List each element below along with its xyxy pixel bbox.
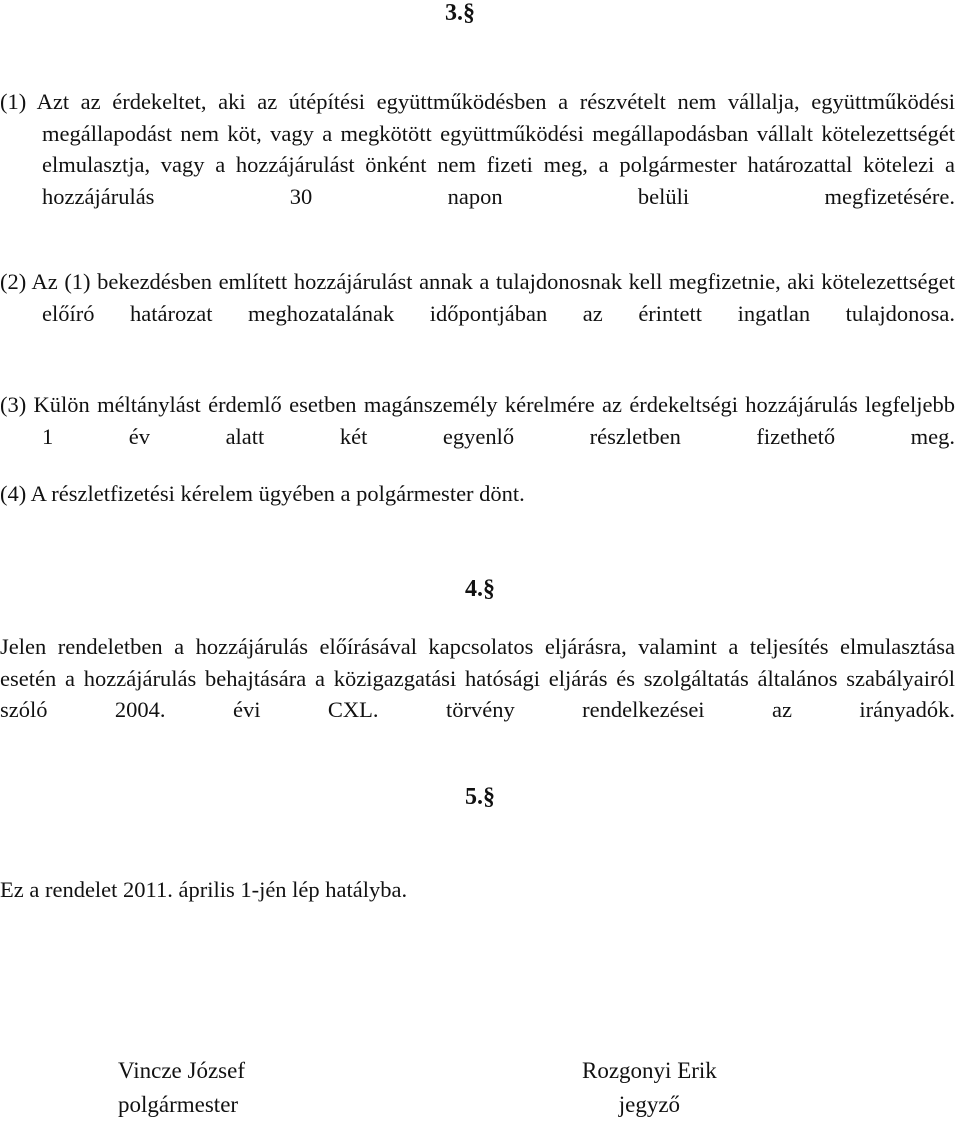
- section-3-heading: 3.§: [445, 0, 475, 26]
- section-4-heading: 4.§: [465, 576, 495, 602]
- signature-name: Rozgonyi Erik: [582, 1058, 717, 1083]
- signature-title: polgármester: [118, 1092, 239, 1117]
- signature-name: Vincze József: [118, 1058, 245, 1083]
- signature-block-mayor: [118, 1054, 245, 1122]
- section-3-paragraph-1: (1) Azt az érdekeltet, aki az útépítési együttműködésben a részvételt nem vállalja, együttműködési megállapodást nem köt, vagy a megkötött együttműködési megállapodásban vállalt kötelezettségét elmulasztja, vagy a hozzájárulást önként nem fizeti meg, a polgármester határozattal kötelezi a hozzájárulás 30 napon belüli megfizetésére.: [0, 89, 955, 209]
- signature-block-notary: [582, 1054, 717, 1122]
- section-5-heading: 5.§: [465, 784, 495, 810]
- section-4-paragraph: Jelen rendeletben a hozzájárulás előírásával kapcsolatos eljárásra, valamint a teljesítés elmulasztása esetén a hozzájárulás behajtására a közigazgatási hatósági eljárás és szolgáltatás általános szabályairól szóló 2004. évi CXL. törvény rendelkezései az irányadók.: [0, 634, 955, 722]
- section-3-paragraph-3: (3) Külön méltánylást érdemlő esetben magánszemély kérelmére az érdekeltségi hozzájárulás legfeljebb 1 év alatt két egyenlő részletben fizethető meg.: [0, 392, 955, 449]
- section-3-paragraph-2: (2) Az (1) bekezdésben említett hozzájárulást annak a tulajdonosnak kell megfizetnie, aki kötelezettséget előíró határozat meghozatalának időpontjában az érintett ingatlan tulajdonosa.: [0, 269, 955, 326]
- section-3-paragraph-4: (4) A részletfizetési kérelem ügyében a polgármester dönt.: [0, 481, 525, 506]
- signature-title: jegyző: [618, 1092, 681, 1117]
- section-5-paragraph: Ez a rendelet 2011. április 1-jén lép hatályba.: [0, 877, 408, 902]
